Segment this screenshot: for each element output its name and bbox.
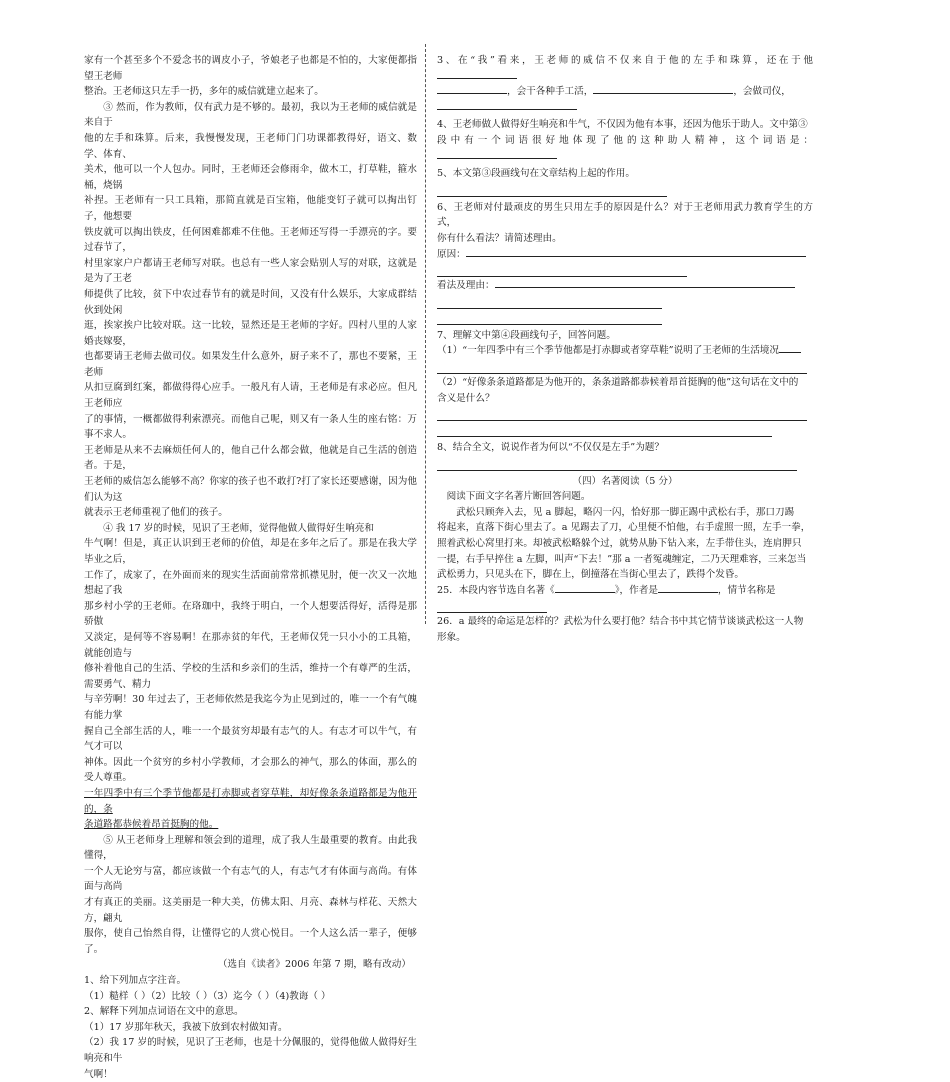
q25-text-b: 》，作者是 <box>614 584 658 596</box>
q25-text-a: 25．本段内容节选自名著《 <box>437 584 555 596</box>
question-3 <box>437 53 813 84</box>
question-25 <box>437 583 813 599</box>
text-line: 铁皮就可以掏出铁皮，任何困难都难不住他。王老师还写得一手漂亮的字。要过春节了， <box>84 226 417 254</box>
paragraph-3-start <box>84 100 417 131</box>
left-column <box>84 53 417 1082</box>
answer-blank[interactable] <box>437 78 517 79</box>
text-line: 了的事情，一概都做得利索漂亮。而他自己呢，则又有一条人生的座右铭：万事不求人。 <box>84 413 417 441</box>
answer-blank[interactable] <box>466 256 806 257</box>
question-3-text-c: ，会做司仪， <box>733 86 791 98</box>
text-line: 师提供了比较，贫下中农过春节有的就是时间，又没有什么娱乐，大家成群结伙到处闲 <box>84 288 417 316</box>
question-7-2-cont: 含义是什么？ <box>437 392 495 404</box>
answer-line[interactable] <box>437 359 807 374</box>
question-6-view <box>437 278 813 294</box>
text-line: 才有真正的美丽。这美丽是一种大美，仿佛太阳、月亮、森林与样花、天然大方，翩丸 <box>84 897 417 924</box>
question-3-blank <box>437 100 813 116</box>
question-2: 2、解释下列加点词语在文中的意思。 <box>84 1006 244 1018</box>
text-line: 就表示王老师重视了他们的孩子。 <box>84 507 228 519</box>
answer-blank[interactable] <box>658 592 718 593</box>
text-line: 美术，他可以一个人包办。同时，王老师还会修雨伞，做木工，打草鞋，箍水桶，烧锅 <box>84 164 417 191</box>
answer-blank[interactable] <box>437 158 557 159</box>
text-line: 补捏。王老师有一只工具箱，那简直就是百宝箱，他能变钉子就可以掏出钉子，他想要 <box>84 195 417 222</box>
text-line: 那乡村小学的王老师。在珞珈中，我终于明白，一个人想要活得好，活得是那骄傲 <box>84 600 417 628</box>
text-line: 又淡定，是何等不容易啊！在那赤贫的年代，王老师仅凭一只小小的工具箱，就能创造与 <box>84 631 417 659</box>
question-6-reason <box>437 247 813 263</box>
underlined-line: 条道路都恭候着昂首挺胸的他。 <box>84 819 219 831</box>
question-1-items: （1）糙样（ ）（2）比较（ ）（3）迄今（ ）（4)教诲（ ） <box>84 990 331 1002</box>
answer-blank[interactable] <box>555 592 615 593</box>
answer-blank[interactable] <box>495 287 795 288</box>
question-8: 8、结合全文，说说作者为何以“不仅仅是左手”为题？ <box>437 442 664 454</box>
right-column <box>437 53 813 646</box>
question-4: 4、王老师做人做得好生响亮和牛气，不仅因为他有本事，还因为他乐于助人。文中第③ <box>437 119 808 131</box>
text-line: 也都要请王老师去做司仪。如果发生什么意外，厨子来不了，那也不要紧，王老师 <box>84 351 417 378</box>
answer-blank[interactable] <box>437 109 577 110</box>
passage-line: 将起来，直落下街心里去了。a 见踢去了刀，心里便不怕他，右手虚照一照，左手一拳， <box>437 522 811 534</box>
passage-line: 照着武松心窝里打来。却被武松略躲个过，就势从胁下钻入来，左手带住头，连肩胛只 <box>437 538 802 550</box>
text-line: 村里家家户户都请王老师写对联。也总有一些人家会贴别人写的对联，这就是是为了王老 <box>84 257 417 285</box>
text-line: 王老师的威信怎么能够不高？你家的孩子也不敢打?打了家长还要感谢，因为他们认为这 <box>84 476 417 503</box>
answer-line[interactable] <box>437 456 797 471</box>
text-line: 家有一个甚至多个不爱念书的调皮小子，爷娘老子也都是不怕的，大家便都指望王老师 <box>84 55 417 82</box>
text-line: 与辛劳啊！30 年过去了，王老师依然是我迄今为止见到过的，唯一一个有气魄有能力掌 <box>84 694 417 721</box>
answer-line[interactable] <box>437 406 807 421</box>
question-7-2: （2）“好像条条道路都是为他开的，条条道路都恭候着昂首挺胸的他”这句话在文中的 <box>437 376 799 388</box>
question-2-item-2-cont: 气啊！ <box>84 1068 113 1080</box>
text-line: ④ 我 17 岁的时候，见识了王老师，觉得他做人做得好生响亮和 <box>103 522 374 534</box>
text-line: 牛气啊！但是，真正认识到王老师的价值，却是在多年之后了。那是在我大学毕业之后， <box>84 538 417 565</box>
question-4-cont <box>437 133 813 164</box>
answer-line[interactable] <box>437 182 667 197</box>
view-label: 看法及理由： <box>437 280 495 292</box>
question-7-1 <box>437 343 813 359</box>
text-line: 神体。因此一个贫穷的乡村小学教师，才会那么的神气，那么的体面，那么的受人尊重。 <box>84 756 417 784</box>
question-3-cont <box>437 84 813 100</box>
text-line: 握自己全部生活的人，唯一一个最贫穷却最有志气的人。有志才可以牛气，有气才可以 <box>84 725 417 753</box>
question-1: 1、给下列加点字注音。 <box>84 975 187 987</box>
answer-line[interactable] <box>437 262 687 277</box>
reason-label: 原因： <box>437 248 466 260</box>
question-2-item-1: （1）17 岁那年秋天，我被下放到农村做知青。 <box>84 1021 288 1033</box>
text-line: 从扣豆腐到红案，都做得得心应手。一般凡有人请，王老师是有求必应。但凡王老师应 <box>84 382 417 410</box>
question-3-text: 3、在“我”看来，王老师的威信不仅来自于他的左手和珠算，还在于他 <box>437 55 813 66</box>
passage-line: 武松勇力，只见头在下，脚在上，倒撞落在当街心里去了，跌得个发昏。 <box>437 569 744 581</box>
question-6-cont: 你有什么看法？请简述理由。 <box>437 232 562 244</box>
answer-blank[interactable] <box>437 93 507 94</box>
question-3-text-b: ，会干各种手工活， <box>507 86 594 98</box>
q25-text-c: ，情节名称是 <box>717 584 776 596</box>
answer-line[interactable] <box>437 422 772 437</box>
section-4-title: （四）名著阅读（5 分） <box>572 475 678 487</box>
question-5: 5、本文第③段画线句在文章结构上起的作用。 <box>437 168 635 180</box>
underlined-line: 一年四季中有三个季节他都是打赤脚或者穿草鞋，却好像条条道路都是为他开的，条 <box>84 787 417 815</box>
passage-line: 一提，右手早捽住 a 左脚，叫声“下去！”那 a 一者冤魂缠定，二乃天理难容，三来怎当 <box>437 553 807 565</box>
answer-blank[interactable] <box>779 352 801 353</box>
section-4-intro: 阅读下面文字名著片断回答问题。 <box>446 491 591 503</box>
question-26-cont: 形象。 <box>437 632 466 644</box>
text-line: 服你，使自己怡然自得，让懂得它的人赏心悦目。一个人这么活一辈子，便够了。 <box>84 928 417 955</box>
question-26: 26．a 最终的命运是怎样的？武松为什么要打他？结合书中其它情节谈谈武松这一人物 <box>437 616 804 628</box>
text-line: 逛，挨家挨户比较对联。这一比较，显然还是王老师的字好。四村八里的人家婚丧嫁娶， <box>84 320 417 347</box>
source-citation: （选自《读者》2006 年第 7 期，略有改动） <box>217 959 411 971</box>
question-2-item-2: （2）我 17 岁的时候，见识了王老师，也是十分佩服的，觉得他做人做得好生响亮和牛 <box>84 1037 417 1064</box>
column-divider <box>425 44 426 624</box>
question-6: 6、王老师对付最顽皮的男生只用左手的原因是什么？对于王老师用武力教育学生的方式， <box>437 201 813 229</box>
text-line: 修补着他自己的生活、学校的生活和乡亲们的生活，维持一个有尊严的生活，需要勇气、精力 <box>84 663 417 690</box>
question-7: 7、理解文中第④段画线句子，回答问题。 <box>437 329 616 341</box>
question-4-text-b: 段中有一个词语很好地体现了他的这种助人精神，这个词语是： <box>437 134 813 146</box>
passage-line: 武松只顾奔入去，见 a 脚起，略闪一闪，恰好那一脚正踢中武松右手，那口刀踢 <box>456 506 795 518</box>
text-line: 整治。王老师这只左手一扔，多年的威信就建立起来了。 <box>84 86 324 98</box>
answer-blank[interactable] <box>593 93 733 94</box>
answer-line[interactable] <box>437 598 547 613</box>
question-7-1-text: （1）“一年四季中有三个季节他都是打赤脚或者穿草鞋”说明了王老师的生活境况 <box>437 345 780 357</box>
text-line: ⑤ 从王老师身上理解和领会到的道理，成了我人生最重要的教育。由此我懂得， <box>84 834 417 862</box>
text-line: ③ 然而，作为教师，仅有武力是不够的。最初，我以为王老师的威信就是来自于 <box>84 101 417 129</box>
text-line: 他的左手和珠算。后来，我慢慢发现，王老师门门功课都教得好，语文、数学、体育、 <box>84 132 417 160</box>
text-line: 工作了，成家了，在外面而来的现实生活面前常常抓襟见肘，便一次又一次地想起了我 <box>84 569 417 597</box>
answer-line[interactable] <box>437 310 662 325</box>
text-line: 王老师是从来不去麻烦任何人的，他自己什么都会做，他就是自己生活的创造者。于是， <box>84 444 417 472</box>
text-line: 一个人无论穷与富，都应该做一个有志气的人，有志气才有体面与高尚。有体面与高尚 <box>84 865 417 893</box>
answer-line[interactable] <box>437 294 662 309</box>
